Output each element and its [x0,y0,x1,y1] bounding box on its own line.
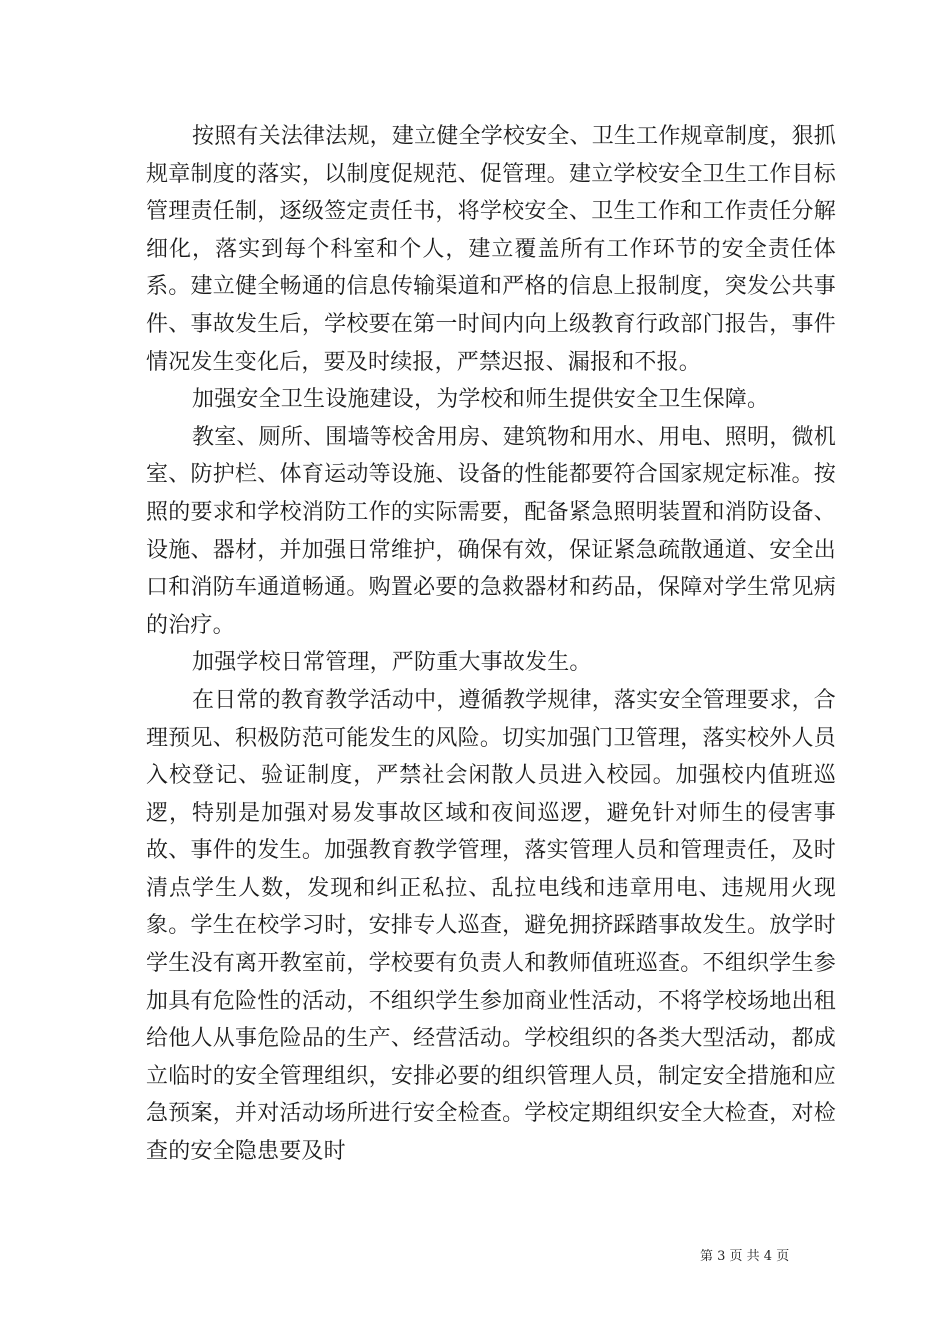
paragraph-facility-heading: 加强安全卫生设施建设，为学校和师生提供安全卫生保障。 [192,387,770,413]
paragraph-safety-regulations: 按照有关法律法规，建立健全学校安全、卫生工作规章制度，狠抓规章制度的落实，以制度促规范、促管理。建立学校安全卫生工作目标管理责任制，逐级签定责任书，将学校安全、卫生工作和工作责任分解细化，落实到每个科室和个人，建立覆盖所有工作环节的安全责任体系。建立健全畅通的信息传输渠道和严格的信息上报制度，突发公共事件、事故发生后，学校要在第一时间内向上级教育行政部门报告，事件情况发生变化后，要及时续报，严禁迟报、漏报和不报。 [146,124,836,375]
document-body [146,118,836,1171]
paragraph-facility-standards: 教室、厕所、围墙等校舍用房、建筑物和用水、用电、照明，微机室、防护栏、体育运动等设施、设备的性能都要符合国家规定标准。按照的要求和学校消防工作的实际需要，配备紧急照明装置和消防设备、设施、器材，并加强日常维护，确保有效，保证紧急疏散通道、安全出口和消防车通道畅通。购置必要的急救器材和药品，保障对学生常见病的治疗。 [146,424,836,638]
page-number-footer: 第 3 页 共 4 页 [700,1249,790,1264]
paragraph-daily-management-heading: 加强学校日常管理，严防重大事故发生。 [192,650,592,676]
paragraph-daily-management: 在日常的教育教学活动中，遵循教学规律，落实安全管理要求，合理预见、积极防范可能发生的风险。切实加强门卫管理，落实校外人员入校登记、验证制度，严禁社会闲散人员进入校园。加强校内值班巡逻，特别是加强对易发事故区域和夜间巡逻，避免针对师生的侵害事故、事件的发生。加强教育教学管理，落实管理人员和管理责任，及时清点学生人数，发现和纠正私拉、乱拉电线和违章用电、违规用火现象。学生在校学习时，安排专人巡查，避免拥挤踩踏事故发生。放学时学生没有离开教室前，学校要有负责人和教师值班巡查。不组织学生参加具有危险性的活动，不组织学生参加商业性活动，不将学校场地出租给他人从事危险品的生产、经营活动。学校组织的各类大型活动，都成立临时的安全管理组织，安排必要的组织管理人员，制定安全措施和应急预案，并对活动场所进行安全检查。学校定期组织安全大检查，对检查的安全隐患要及时 [146,687,836,1165]
